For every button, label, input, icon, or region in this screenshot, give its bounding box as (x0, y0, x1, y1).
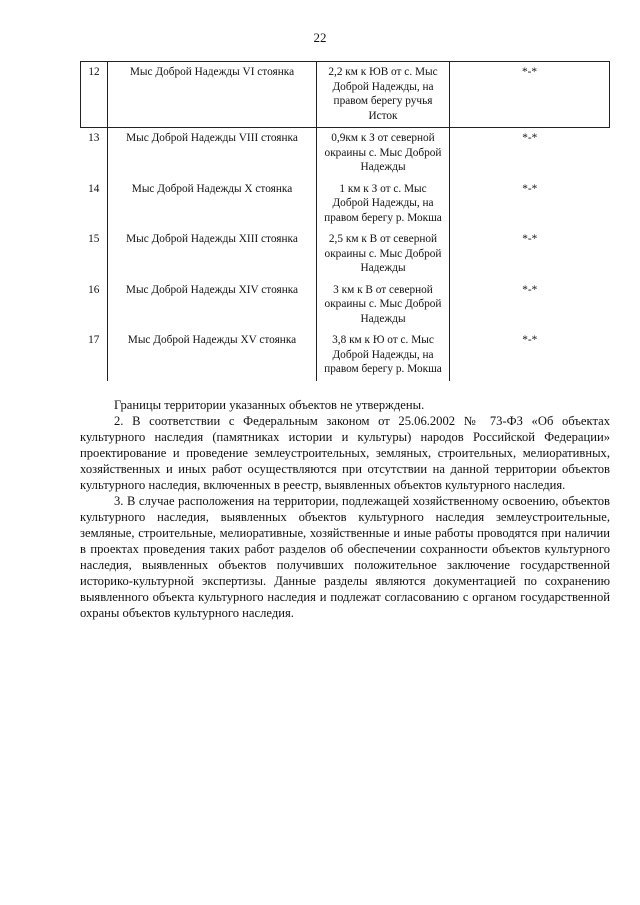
table-row (81, 62, 610, 128)
table-row (81, 330, 610, 381)
object-location: 1 км к З от с. Мыс Доброй Надежды, на правом берегу р. Мокша (317, 179, 450, 230)
heritage-works-paragraph: 3. В случае расположения на территории, подлежащей хозяйственному освоению, объектов культурного наследия, выявленных объектов культурного наследия землеустроительные, земляные, строительные, мелиоративные, хозяйственные и иные работы проводятся при наличии в проектах проведения таких работ разделов об обеспечении сохранности объектов культурного наследия, выявленных объектов получивших положительное заключение государственной историко-культурной экспертизы. Данные разделы являются документацией по сохранению выявленного объекта культурного наследия и подлежат согласованию с органом государственной охраны объектов культурного наследия. (80, 494, 610, 620)
row-number: 13 (88, 132, 100, 144)
row-number: 15 (88, 233, 100, 245)
row-number: 14 (88, 182, 100, 195)
object-status: *-* (450, 128, 610, 179)
object-location: 3,8 км к Ю от с. Мыс Доброй Надежды, на правом берегу р. Мокша (317, 330, 450, 381)
row-number: 12 (81, 62, 108, 128)
object-status: *-* (450, 62, 610, 128)
object-location: 2,5 км к В от северной окраины с. Мыс Доброй Надежды (317, 229, 450, 280)
row-number: 16 (88, 283, 100, 296)
object-status: *-* (450, 280, 610, 331)
body-text (80, 397, 610, 621)
object-location: 0,9км к З от северной окраины с. Мыс Доброй Надежды (317, 128, 450, 179)
object-name: Мыс Доброй Надежды X стоянка (108, 179, 317, 230)
table-row (81, 280, 610, 331)
heritage-objects-table (80, 61, 610, 381)
boundaries-paragraph: Границы территории указанных объектов не утверждены. (114, 398, 425, 412)
object-status: *-* (450, 330, 610, 381)
row-number: 17 (88, 334, 100, 346)
object-name: Мыс Доброй Надежды VI стоянка (108, 62, 317, 128)
object-name: Мыс Доброй Надежды XIII стоянка (108, 229, 317, 280)
object-name: Мыс Доброй Надежды XV стоянка (108, 330, 317, 381)
object-status: *-* (450, 229, 610, 280)
object-location: 2,2 км к ЮВ от с. Мыс Доброй Надежды, на правом берегу ручья Исток (317, 62, 450, 128)
page-number: 22 (313, 30, 327, 45)
table-row (81, 179, 610, 230)
object-status: *-* (450, 179, 610, 230)
object-name: Мыс Доброй Надежды VIII стоянка (108, 128, 317, 179)
object-location: 3 км к В от северной окраины с. Мыс Доброй Надежды (317, 280, 450, 331)
table-row (81, 229, 610, 280)
law-paragraph: 2. В соответствии с Федеральным законом от 25.06.2002 № 73-ФЗ «Об объектах культурного наследия (памятниках истории и культуры) народов Российской Федерации» проектирование и проведение землеустроительных, земляных, строительных, мелиоративных, хозяйственных и иных работ осуществляются при отсутствии на данной территории объектов культурного наследия, включенных в реестр, выявленных объектов культурного наследия. (80, 414, 610, 492)
table-row (81, 128, 610, 179)
object-name: Мыс Доброй Надежды XIV стоянка (108, 280, 317, 331)
